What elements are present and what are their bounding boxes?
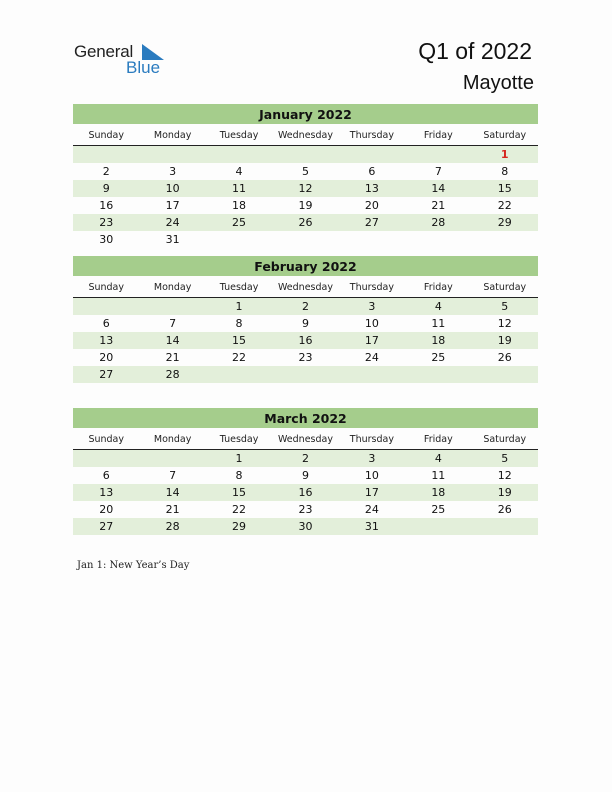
week-row: [73, 518, 538, 535]
day-cell: 1: [500, 148, 509, 161]
day-cell: 18: [232, 199, 247, 212]
day-cell: 21: [165, 503, 180, 516]
weekday-label: Thursday: [349, 434, 394, 445]
day-cell: [472, 518, 538, 535]
day-cell: 10: [364, 317, 379, 330]
month-header: March 2022: [73, 408, 538, 428]
day-cell: 14: [165, 486, 180, 499]
month-header: February 2022: [73, 256, 538, 276]
week-row: [73, 366, 538, 383]
day-cell: 22: [497, 199, 512, 212]
day-cell: 16: [99, 199, 114, 212]
day-cell: 4: [434, 300, 442, 313]
day-cell: [405, 518, 471, 535]
page-title: Q1 of 2022: [418, 38, 532, 64]
day-cell: 13: [99, 486, 114, 499]
day-cell: 17: [165, 199, 180, 212]
weekday-label: Saturday: [483, 434, 527, 445]
day-cell: 4: [434, 452, 442, 465]
day-cell: 1: [235, 300, 243, 313]
day-cell: [339, 146, 405, 163]
month-february: [73, 256, 538, 383]
day-cell: 11: [232, 182, 247, 195]
day-cell: 27: [99, 368, 114, 381]
day-cell: 19: [497, 334, 512, 347]
weekday-header-row: [73, 280, 538, 298]
day-cell: 30: [99, 233, 114, 246]
day-cell: 22: [232, 351, 247, 364]
weekday-label: Tuesday: [219, 282, 259, 293]
day-cell: [73, 146, 139, 163]
weekday-label: Wednesday: [277, 434, 333, 445]
generalblue-logo: [74, 42, 194, 82]
week-row: [73, 231, 538, 248]
day-cell: [206, 231, 272, 248]
day-cell: 24: [364, 351, 379, 364]
day-cell: 3: [368, 300, 376, 313]
day-cell: [139, 298, 205, 315]
holiday-notes: [77, 560, 189, 571]
weekday-label: Friday: [423, 130, 453, 141]
day-cell: 21: [431, 199, 446, 212]
day-cell: 13: [99, 334, 114, 347]
day-cell: [405, 231, 471, 248]
week-row: [73, 214, 538, 231]
weekday-label: Sunday: [88, 434, 124, 445]
day-cell: 2: [301, 452, 309, 465]
day-cell: [272, 231, 338, 248]
weeks: [73, 298, 538, 383]
day-cell: 17: [364, 334, 379, 347]
day-cell: 8: [501, 165, 509, 178]
day-cell: 7: [169, 317, 177, 330]
weekday-label: Saturday: [483, 130, 527, 141]
day-cell: [139, 450, 205, 467]
day-cell: 10: [165, 182, 180, 195]
day-cell: 18: [431, 486, 446, 499]
day-cell: 27: [364, 216, 379, 229]
day-cell: 20: [99, 503, 114, 516]
weeks: [73, 450, 538, 535]
day-cell: 6: [102, 469, 110, 482]
day-cell: 12: [497, 317, 512, 330]
day-cell: 11: [431, 469, 446, 482]
day-cell: 1: [235, 452, 243, 465]
day-cell: [272, 146, 338, 163]
day-cell: [472, 231, 538, 248]
day-cell: [339, 366, 405, 383]
day-cell: 23: [99, 216, 114, 229]
week-row: [73, 146, 538, 163]
day-cell: 20: [364, 199, 379, 212]
weekday-label: Saturday: [483, 282, 527, 293]
weekday-label: Friday: [423, 282, 453, 293]
day-cell: 2: [301, 300, 309, 313]
day-cell: 16: [298, 486, 313, 499]
day-cell: 7: [169, 469, 177, 482]
day-cell: 26: [497, 351, 512, 364]
week-row: [73, 332, 538, 349]
weekday-label: Sunday: [88, 282, 124, 293]
day-cell: 28: [165, 520, 180, 533]
day-cell: 23: [298, 503, 313, 516]
week-row: [73, 180, 538, 197]
weekday-label: Monday: [153, 282, 192, 293]
day-cell: 16: [298, 334, 313, 347]
week-row: [73, 349, 538, 366]
weekday-label: Wednesday: [277, 282, 333, 293]
weekday-label: Tuesday: [219, 130, 259, 141]
day-cell: 24: [165, 216, 180, 229]
weekday-label: Friday: [423, 434, 453, 445]
day-cell: [272, 366, 338, 383]
weekday-label: Monday: [153, 434, 192, 445]
day-cell: 12: [497, 469, 512, 482]
day-cell: [405, 366, 471, 383]
day-cell: 5: [301, 165, 309, 178]
day-cell: 3: [169, 165, 177, 178]
weeks: [73, 146, 538, 248]
day-cell: [206, 366, 272, 383]
day-cell: 24: [364, 503, 379, 516]
day-cell: 10: [364, 469, 379, 482]
month-january: [73, 104, 538, 248]
day-cell: 11: [431, 317, 446, 330]
day-cell: 14: [431, 182, 446, 195]
day-cell: 8: [235, 317, 243, 330]
weekday-label: Tuesday: [219, 434, 259, 445]
page-subtitle: Mayotte: [462, 72, 534, 94]
week-row: [73, 467, 538, 484]
day-cell: 6: [368, 165, 376, 178]
day-cell: [472, 366, 538, 383]
day-cell: 2: [102, 165, 110, 178]
week-row: [73, 197, 538, 214]
day-cell: [73, 298, 139, 315]
day-cell: [206, 146, 272, 163]
day-cell: 15: [497, 182, 512, 195]
day-cell: 19: [298, 199, 313, 212]
weekday-label: Thursday: [349, 282, 394, 293]
day-cell: 28: [431, 216, 446, 229]
day-cell: 27: [99, 520, 114, 533]
day-cell: 25: [431, 503, 446, 516]
weekday-header-row: [73, 128, 538, 146]
day-cell: 29: [497, 216, 512, 229]
day-cell: 26: [497, 503, 512, 516]
holiday-note: Jan 1: New Year’s Day: [77, 560, 190, 571]
day-cell: 9: [301, 469, 309, 482]
day-cell: 28: [165, 368, 180, 381]
day-cell: 31: [165, 233, 180, 246]
day-cell: 22: [232, 503, 247, 516]
day-cell: 3: [368, 452, 376, 465]
day-cell: 23: [298, 351, 313, 364]
month-march: [73, 408, 538, 535]
day-cell: 4: [235, 165, 243, 178]
day-cell: [405, 146, 471, 163]
weekday-label: Sunday: [88, 130, 124, 141]
day-cell: 30: [298, 520, 313, 533]
week-row: [73, 501, 538, 518]
day-cell: 29: [232, 520, 247, 533]
week-row: [73, 298, 538, 315]
day-cell: 17: [364, 486, 379, 499]
day-cell: [339, 231, 405, 248]
day-cell: 19: [497, 486, 512, 499]
day-cell: 9: [102, 182, 110, 195]
week-row: [73, 315, 538, 332]
day-cell: 26: [298, 216, 313, 229]
weekday-header-row: [73, 432, 538, 450]
day-cell: 8: [235, 469, 243, 482]
day-cell: 13: [364, 182, 379, 195]
day-cell: 25: [232, 216, 247, 229]
week-row: [73, 450, 538, 467]
month-header: January 2022: [73, 104, 538, 124]
day-cell: 12: [298, 182, 313, 195]
day-cell: 25: [431, 351, 446, 364]
day-cell: 21: [165, 351, 180, 364]
day-cell: [139, 146, 205, 163]
weekday-label: Wednesday: [277, 130, 333, 141]
day-cell: 18: [431, 334, 446, 347]
weekday-label: Thursday: [349, 130, 394, 141]
day-cell: 5: [501, 300, 509, 313]
day-cell: 9: [301, 317, 309, 330]
logo-general-text: General: [74, 42, 134, 61]
day-cell: [73, 450, 139, 467]
logo-blue-text: Blue: [126, 58, 161, 77]
weekday-label: Monday: [153, 130, 192, 141]
day-cell: 7: [434, 165, 442, 178]
week-row: [73, 163, 538, 180]
day-cell: 15: [232, 334, 247, 347]
day-cell: 31: [364, 520, 379, 533]
day-cell: 5: [501, 452, 509, 465]
week-row: [73, 484, 538, 501]
day-cell: 14: [165, 334, 180, 347]
day-cell: 15: [232, 486, 247, 499]
day-cell: 6: [102, 317, 110, 330]
day-cell: 20: [99, 351, 114, 364]
